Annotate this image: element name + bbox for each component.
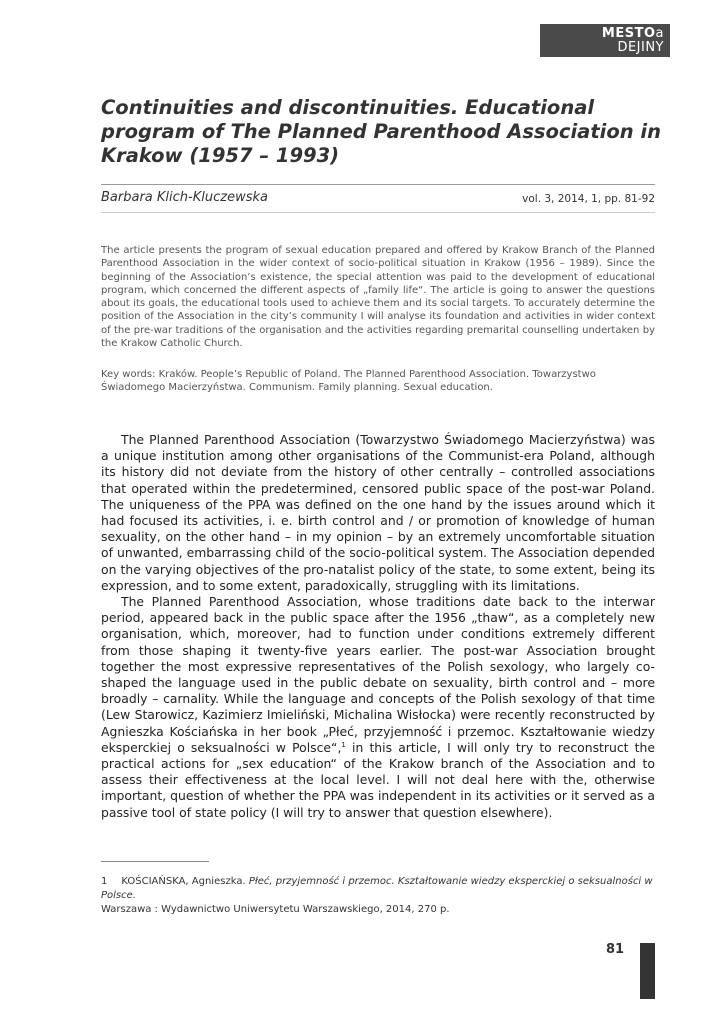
page-marker-bar [640, 943, 655, 999]
header-rule-bottom [101, 212, 655, 213]
footnote-author: KOŚCIAŃSKA, Agnieszka. [121, 876, 246, 887]
footnote [101, 875, 661, 917]
header-rule-top [101, 184, 655, 185]
author-name: Barbara Klich-Kluczewska [101, 190, 268, 205]
footnote-reference[interactable]: 1 [341, 740, 346, 749]
article-title: Continuities and discontinuities. Educational program of The Planned Parenthood Association in Krakow (1957 – 1993) [101, 96, 661, 167]
logo-line1 [540, 24, 664, 41]
journal-logo [540, 24, 670, 57]
footnote-publisher: Warszawa : Wydawnictwo Uniwersytetu Warszawskiego, 2014, 270 p. [101, 904, 450, 915]
footnote-number: 1 [101, 876, 108, 887]
logo-line1-text: MESTO [601, 26, 656, 41]
abstract: The article presents the program of sexual education prepared and offered by Krakow Branch of the Planned Parenthood Association in the wider context of socio-political situation in Krakow (1956 – 1989). Since the beginning of the Association’s existence, the special attention was paid to the development of educational program, which concerned the different aspects of „family life“. The article is going to answer the questions about its goals, the educational tools used to achieve them and its social targets. To accurately determine the position of the Association in the city’s community I will analyse its foundation and activities in wider context of the pre-war traditions of the organisation and the activities regarding premarital counselling undertaken by the Krakow Catholic Church. [101, 245, 655, 350]
footnote-rule [101, 861, 209, 862]
keywords: Key words: Kraków. People’s Republic of Poland. The Planned Parenthood Association. Towarzystwo Świadomego Macierzyństwa. Communism. Family planning. Sexual education. [101, 369, 596, 394]
volume-info: vol. 3, 2014, 1, pp. 81-92 [522, 193, 655, 205]
body-paragraph-2-part2: in this article, I will only try to reconstruct the practical actions for „sex education“ of the Krakow branch of the Association and to assess their effectiveness at the local level. I will not deal here with the, otherwise important, question of whether the PPA was independent in its activities or it served as a passive tool of state policy (I will try to answer that question elsewhere). [101, 739, 655, 820]
logo-line1-suffix: a [655, 26, 664, 41]
body-paragraph-2 [101, 594, 655, 821]
page-number: 81 [606, 942, 625, 957]
footnote-title: Płeć, przyjemność i przemoc. Kształtowanie wiedzy eksperckiej o seksualności w Polsce. [101, 876, 653, 901]
logo-line2: DEJINY [617, 40, 664, 55]
body-paragraph-1: The Planned Parenthood Association (Towarzystwo Świadomego Macierzyństwa) was a unique institution among other organisations of the Communist-era Poland, although its history did not deviate from the history of other centrally – controlled associations that operated within the predetermined, censored public space of the post-war Poland. The uniqueness of the PPA was defined on the one hand by the issues around which it had focused its activities, i. e. birth control and / or promotion of knowledge of human sexuality, on the other hand – in my opinion – by an extremely uncomfortable situation of unwanted, embarrassing child of the socio-political system. The Association depended on the varying objectives of the pro-natalist policy of the state, to some extent, being its expression, and to some extent, paradoxically, struggling with its limitations. [101, 432, 655, 593]
body-text [101, 432, 655, 821]
body-paragraph-2-part1: The Planned Parenthood Association, whose traditions date back to the interwar period, appeared back in the public space after the 1956 „thaw“, as a completely new organisation, which, moreover, had to function under conditions extremely different from those shaping it twenty-five years earlier. The post-war Association brought together the most expressive representatives of the Polish sexology, who largely co-shaped the language used in the public debate on sexuality, birth control and – more broadly – carnality. While the language and concepts of the Polish sexology of that time (Lew Starowicz, Kazimierz Imieliński, Michalina Wisłocka) were recently reconstructed by Agnieszka Kościańska in her book „Płeć, przyjemność i przemoc. Kształtowanie wiedzy eksperckiej o seksualności w Polsce“, [101, 594, 655, 755]
